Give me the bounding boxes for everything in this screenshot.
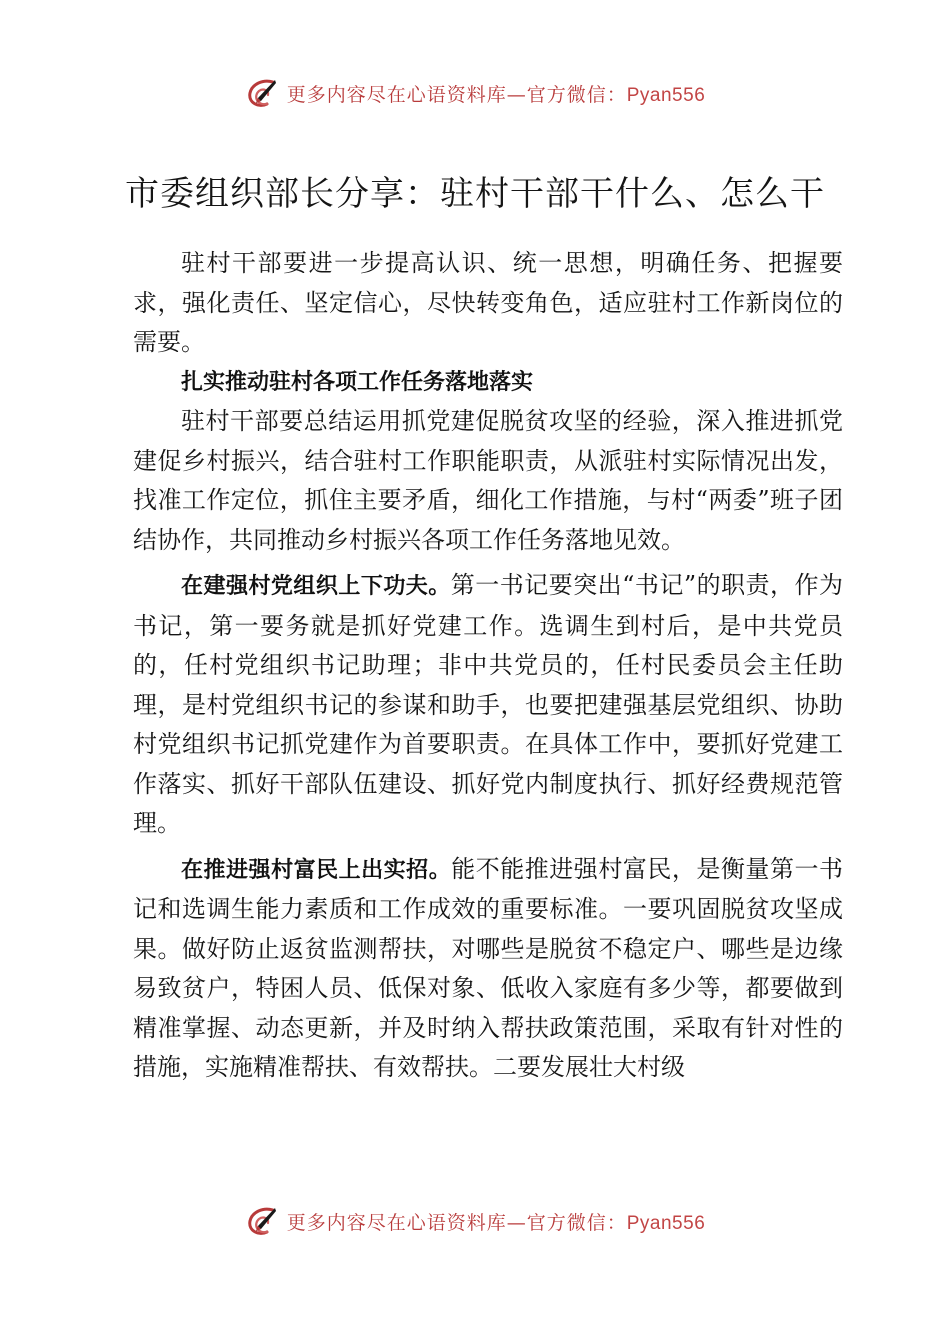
section-heading: 扎实推动驻村各项工作任务落地落实 bbox=[181, 369, 534, 395]
banner-text bbox=[287, 1208, 706, 1235]
party-organization-paragraph bbox=[133, 566, 843, 844]
banner-caption: 更多内容尽在心语资料库—官方微信： bbox=[286, 83, 627, 106]
intro-paragraph: 驻村干部要进一步提高认识、统一思想，明确任务、把握要求，强化责任、坚定信心，尽快转变角色，适应驻村工作新岗位的需要。 bbox=[133, 249, 843, 356]
quill-pen-swirl-icon bbox=[245, 76, 279, 110]
section-paragraph: 驻村干部要总结运用抓党建促脱贫攻坚的经验，深入推进抓党建促乡村振兴，结合驻村工作职能职责，从派驻村实际情况出发，找准工作定位，抓住主要矛盾，细化工作措施，与村“两委”班子团结协作，共同推动乡村振兴各项工作任务落地见效。 bbox=[133, 407, 843, 554]
footer-banner bbox=[0, 1201, 950, 1241]
wechat-id: Pyan556 bbox=[626, 1212, 706, 1234]
paragraph-text: 能不能推进强村富民，是衡量第一书记和选调生能力素质和工作成效的重要标准。一要巩固脱贫攻坚成果。做好防止返贫监测帮扶，对哪些是脱贫不稳定户、哪些是边缘易致贫户，特困人员、低保对象、低收入家庭有多少等，都要做到精准掌握、动态更新，并及时纳入帮扶政策范围，采取有针对性的措施，实施精准帮扶、有效帮扶。二要发展壮大村级 bbox=[133, 854, 843, 1081]
header-banner bbox=[0, 73, 950, 113]
banner-caption: 更多内容尽在心语资料库—官方微信： bbox=[286, 1211, 627, 1234]
paragraph-lead: 在建强村党组织上下功夫。 bbox=[181, 574, 451, 599]
paragraph-lead: 在推进强村富民上出实招。 bbox=[181, 857, 452, 883]
document-body bbox=[133, 244, 843, 1088]
paragraph-text: 第一书记要突出“书记”的职责，作为书记，第一要务就是抓好党建工作。选调生到村后，是中共党员的，任村党组织书记助理；非中共党员的，任村民委员会主任助理，是村党组织书记的参谋和助手，也要把建强基层党组织、协助村党组织书记抓党建作为首要职责。在具体工作中，要抓好党建工作落实、抓好干部队伍建设、抓好党内制度执行、抓好经费规范管理。 bbox=[133, 571, 843, 837]
prosperity-paragraph bbox=[133, 850, 843, 1088]
quill-pen-swirl-icon bbox=[245, 1204, 279, 1238]
document-title: 市委组织部长分享：驻村干部干什么、怎么干 bbox=[125, 174, 825, 214]
banner-text bbox=[287, 80, 706, 107]
wechat-id: Pyan556 bbox=[626, 84, 706, 106]
